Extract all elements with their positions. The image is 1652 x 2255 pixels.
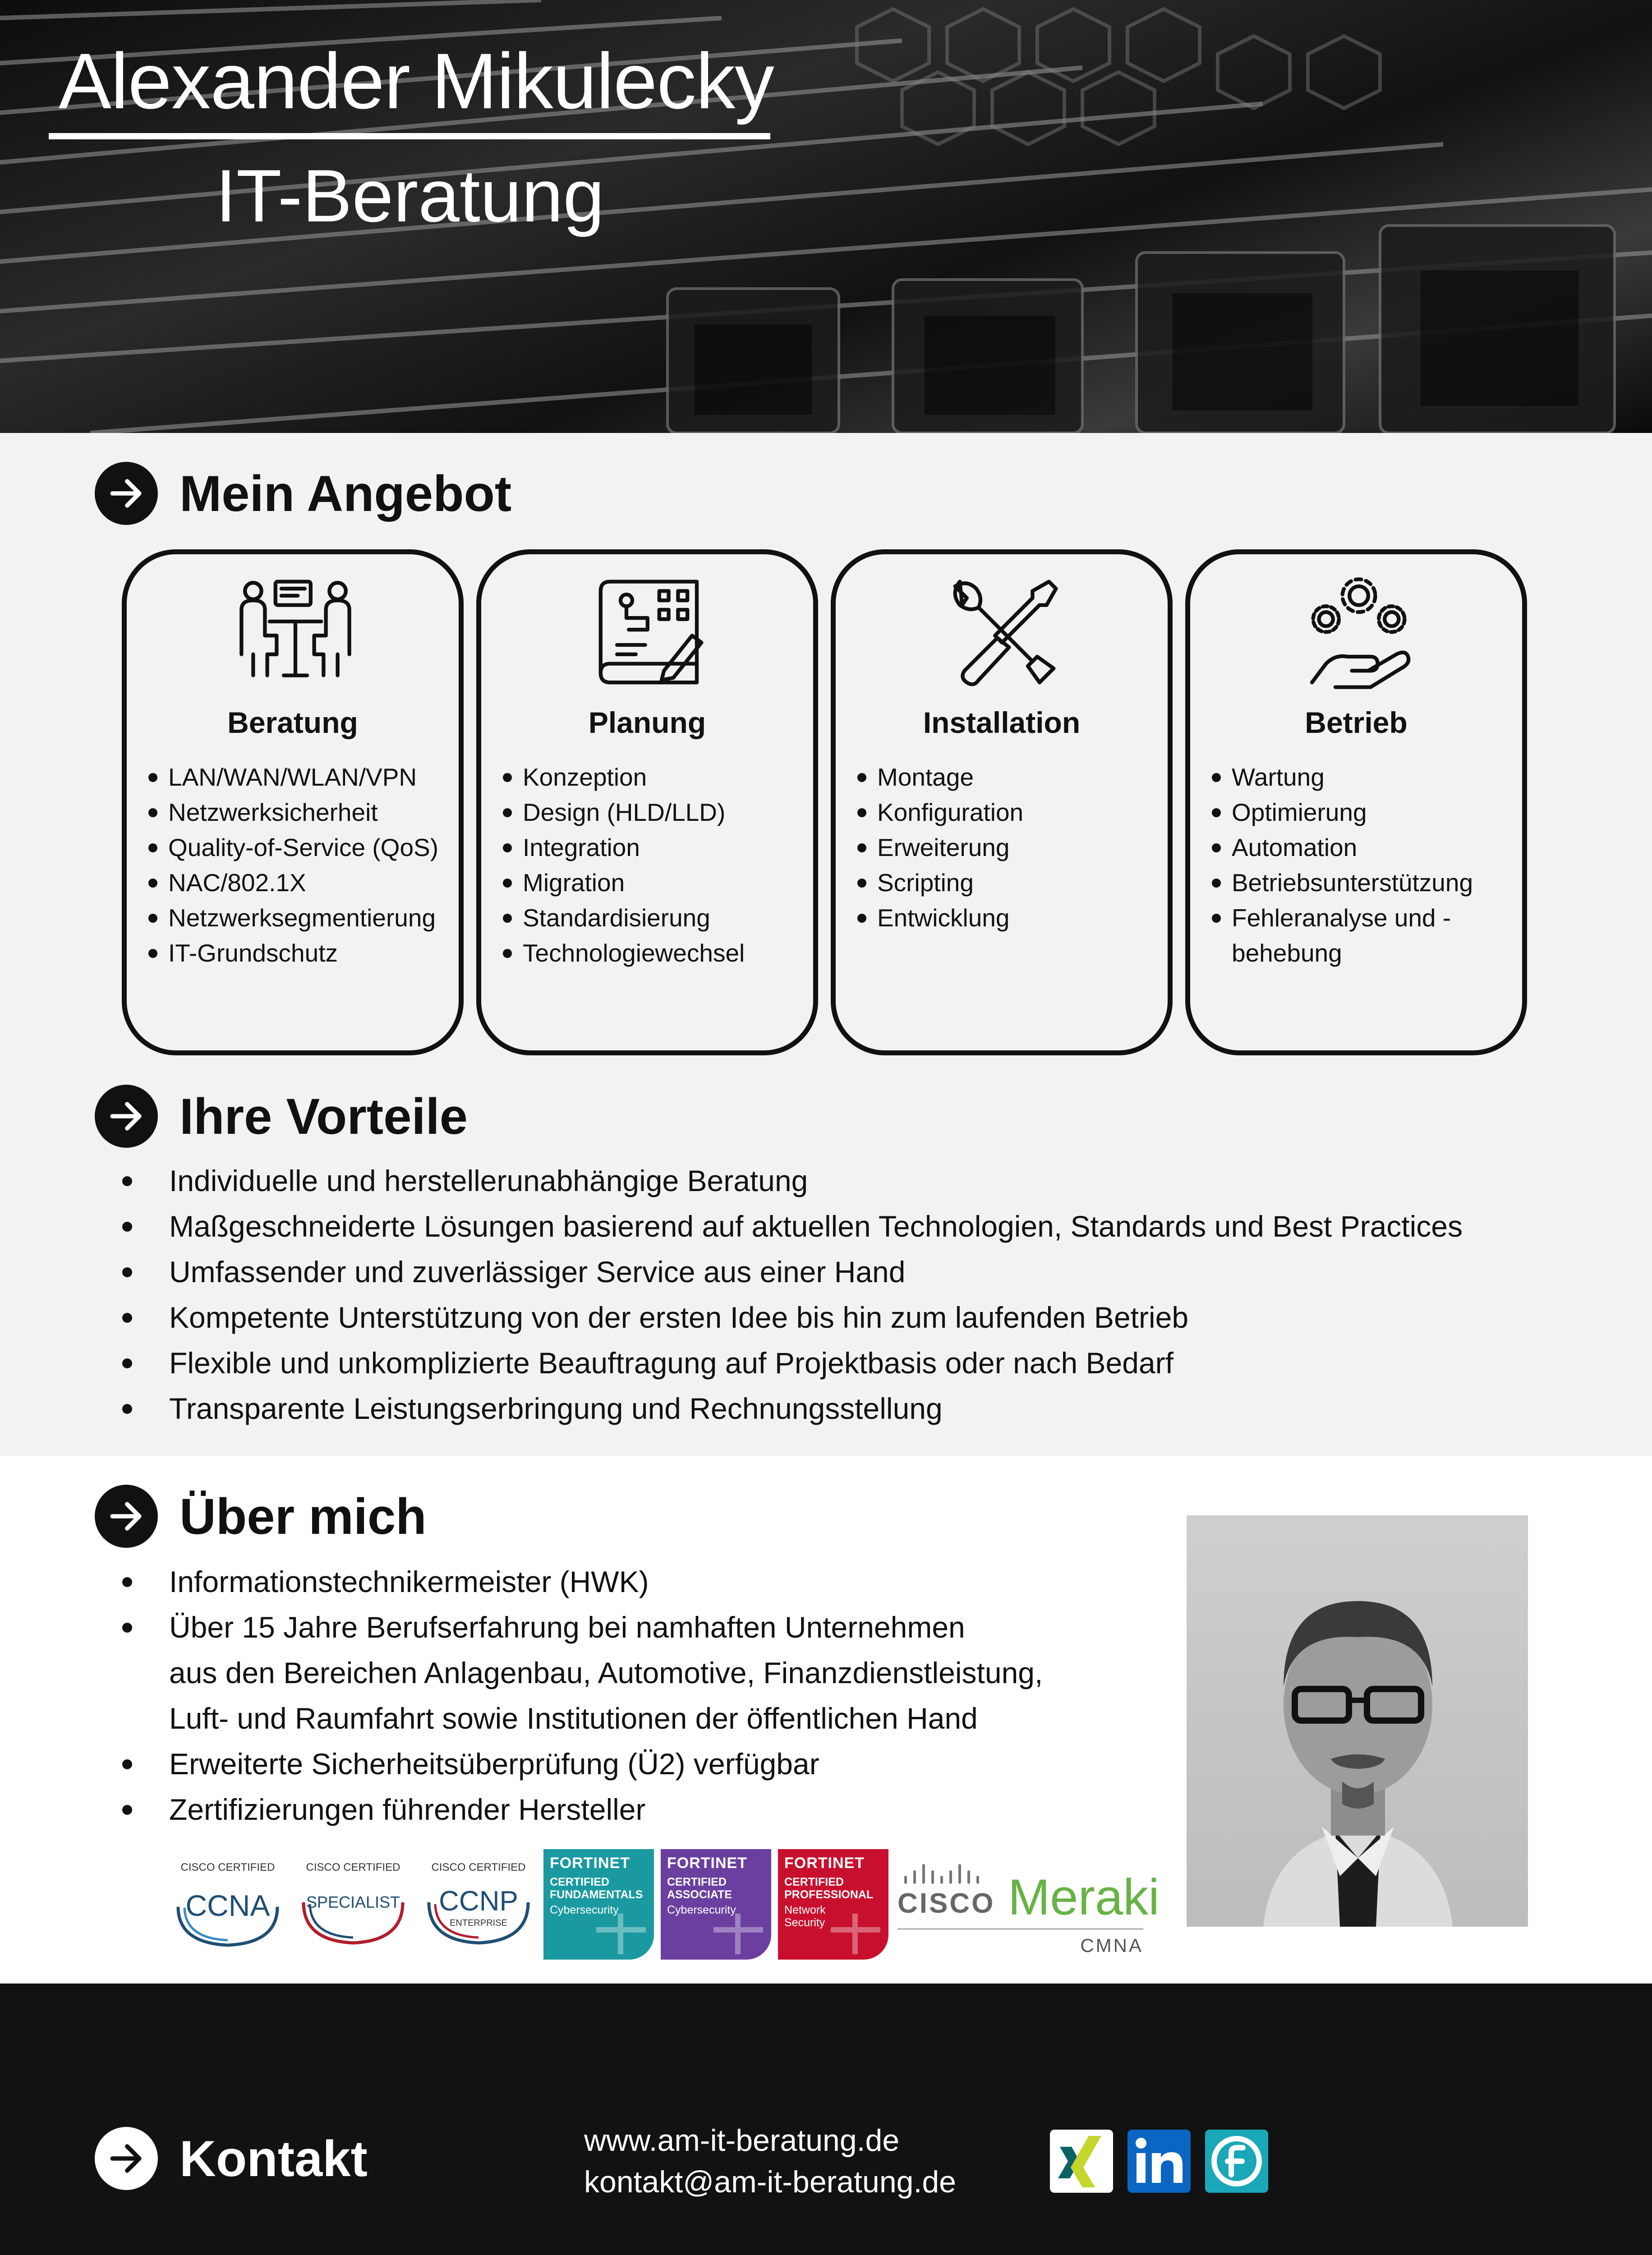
badge-track: Security: [784, 1916, 825, 1929]
website-link[interactable]: www.am-it-beratung.de: [584, 2123, 900, 2158]
section-about-title: Über mich: [179, 1488, 427, 1545]
offer-cards: [122, 549, 1527, 1055]
cisco-certified-text: CISCO CERTIFIED: [306, 1861, 400, 1873]
company-subtitle: IT-Beratung: [216, 154, 605, 237]
list-item: Scripting: [855, 865, 1159, 900]
badge-level-line: CERTIFIED: [550, 1876, 609, 1888]
person-name: Alexander Mikulecky: [59, 37, 774, 125]
certification-badges: [169, 1849, 1160, 1962]
section-contact-title: Kontakt: [179, 2130, 368, 2187]
list-item: Maßgeschneiderte Lösungen basierend auf aktuellen Technologien, Standards und Best Practices: [120, 1204, 1463, 1249]
list-item: Automation: [1209, 830, 1513, 865]
portrait-photo: [1187, 1515, 1528, 1927]
card-title: Beratung: [227, 706, 358, 739]
section-advantages-title: Ihre Vorteile: [179, 1088, 468, 1145]
section-advantages-heading: [95, 1085, 468, 1148]
list-item: Fehleranalyse und -: [1209, 900, 1513, 935]
badge-track: Cybersecurity: [667, 1904, 736, 1916]
list-item: Migration: [500, 865, 804, 900]
list-item: LAN/WAN/WLAN/VPN: [146, 759, 450, 795]
fortinet-text: FORTINET: [784, 1855, 865, 1872]
list-item: Erweiterte Sicherheitsüberprüfung (Ü2) verfügbar: [120, 1741, 1043, 1787]
enterprise-text: ENTERPRISE: [450, 1918, 507, 1928]
arrow-right-icon: [95, 462, 158, 525]
list-item: [120, 1605, 1043, 1741]
badge-level-line: CERTIFIED: [784, 1876, 844, 1888]
fortinet-grid-icon: [713, 1914, 763, 1954]
cisco-meraki-cmna-badge: [897, 1849, 1160, 1957]
list-item: Technologiewechsel: [500, 935, 804, 971]
list-item: Design (HLD/LLD): [500, 795, 804, 830]
arrow-right-icon: [95, 2127, 158, 2190]
list-item: Entwicklung: [855, 900, 1159, 935]
list-item-line: aus den Bereichen Anlagenbau, Automotive, Finanzdienstleistung,: [169, 1656, 1043, 1689]
portrait-illustration: [1187, 1515, 1528, 1927]
list-item: Integration: [500, 830, 804, 865]
fortinet-associate-badge: [661, 1849, 771, 1960]
offer-card-beratung: [122, 549, 464, 1055]
section-offer-title: Mein Angebot: [179, 465, 512, 522]
list-item: Flexible und unkomplizierte Beauftragung auf Projektbasis oder nach Bedarf: [120, 1340, 1463, 1386]
cisco-bridge-icon: [902, 1859, 992, 1886]
consultation-icon: [237, 575, 354, 692]
gears-hand-icon: [1300, 575, 1417, 692]
badge-level-line: FUNDAMENTALS: [550, 1888, 643, 1901]
offer-card-planung: [476, 549, 818, 1055]
section-offer-heading: [95, 462, 511, 525]
advantages-list: [120, 1158, 1463, 1431]
list-item: IT-Grundschutz: [146, 935, 450, 971]
card-list: [146, 759, 450, 971]
list-item-line: Luft- und Raumfahrt sowie Institutionen der öffentlichen Hand: [169, 1702, 978, 1735]
cisco-ccnp-badge: [420, 1857, 537, 1947]
section-about-heading: [95, 1485, 427, 1548]
card-title: Betrieb: [1305, 706, 1408, 739]
contact-details: [584, 2120, 956, 2203]
xing-icon[interactable]: [1050, 2130, 1113, 2193]
list-item: Informationstechnikermeister (HWK): [120, 1559, 1043, 1605]
list-item-continuation: behebung: [1232, 939, 1342, 967]
card-list: [1209, 759, 1513, 971]
cisco-certified-text: CISCO CERTIFIED: [180, 1861, 275, 1873]
arrow-right-icon: [95, 1485, 158, 1548]
header-banner: [0, 0, 1652, 433]
fortinet-professional-badge: [778, 1849, 888, 1960]
list-item: Zertifizierungen führender Hersteller: [120, 1787, 1043, 1832]
badge-track: Network: [784, 1904, 826, 1916]
email-link[interactable]: kontakt@am-it-beratung.de: [584, 2165, 956, 2199]
offer-card-betrieb: [1185, 549, 1527, 1055]
badge-level-line: CERTIFIED: [667, 1876, 727, 1888]
list-item: NAC/802.1X: [146, 865, 450, 900]
list-item: Netzwerksicherheit: [146, 795, 450, 830]
list-item: Montage: [855, 759, 1159, 795]
list-item: Betriebsunterstützung: [1209, 865, 1513, 900]
fortinet-grid-icon: [596, 1914, 646, 1954]
card-list: [500, 759, 804, 971]
list-item: Erweiterung: [855, 830, 1159, 865]
footer-contact: [0, 1983, 1652, 2255]
section-contact-heading: [95, 2127, 368, 2190]
specialist-text: SPECIALIST: [306, 1893, 400, 1911]
badge-divider: [897, 1928, 1143, 1930]
list-item: Individuelle und herstellerunabhängige Beratung: [120, 1158, 1463, 1204]
cisco-text: CISCO: [897, 1888, 995, 1919]
badge-level-line: ASSOCIATE: [667, 1888, 732, 1901]
about-list: [120, 1559, 1043, 1832]
badge-track: Cybersecurity: [550, 1904, 619, 1916]
fortinet-text: FORTINET: [550, 1855, 630, 1872]
ccnp-text: CCNP: [439, 1886, 518, 1917]
offer-card-installation: [831, 549, 1173, 1055]
list-item: Kompetente Unterstützung von der ersten Idee bis hin zum laufenden Betrieb: [120, 1295, 1463, 1340]
list-item: Transparente Leistungserbringung und Rechnungsstellung: [120, 1386, 1463, 1431]
arrow-right-icon: [95, 1085, 158, 1148]
list-item: Umfassender und zuverlässiger Service aus einer Hand: [120, 1249, 1463, 1295]
title-underline: [49, 133, 770, 139]
fortinet-grid-icon: [831, 1914, 880, 1954]
list-item: Wartung: [1209, 759, 1513, 795]
list-item-line: Über 15 Jahre Berufserfahrung bei namhaften Unternehmen: [169, 1611, 965, 1644]
cisco-certified-text: CISCO CERTIFIED: [431, 1861, 526, 1873]
list-item: Quality-of-Service (QoS): [146, 830, 450, 865]
tools-icon: [946, 575, 1063, 692]
card-title: Planung: [588, 706, 706, 739]
fortinet-text: FORTINET: [667, 1855, 747, 1872]
cmna-text: CMNA: [1080, 1935, 1143, 1956]
cisco-specialist-badge: [295, 1857, 412, 1947]
blueprint-icon: [591, 575, 709, 692]
ccna-text: CCNA: [185, 1889, 270, 1922]
card-title: Installation: [923, 706, 1081, 739]
linkedin-icon[interactable]: [1127, 2130, 1191, 2193]
meraki-text: Meraki: [1008, 1869, 1160, 1925]
fortinet-fundamentals-badge: [543, 1849, 654, 1960]
cisco-ccna-badge: [169, 1857, 286, 1947]
freelancermap-icon[interactable]: [1205, 2130, 1268, 2193]
list-item: Konzeption: [500, 759, 804, 795]
list-item: Standardisierung: [500, 900, 804, 935]
badge-level-line: PROFESSIONAL: [784, 1888, 874, 1901]
list-item: Netzwerksegmentierung: [146, 900, 450, 935]
list-item: Optimierung: [1209, 795, 1513, 830]
list-item: Konfiguration: [855, 795, 1159, 830]
card-list: [855, 759, 1159, 935]
